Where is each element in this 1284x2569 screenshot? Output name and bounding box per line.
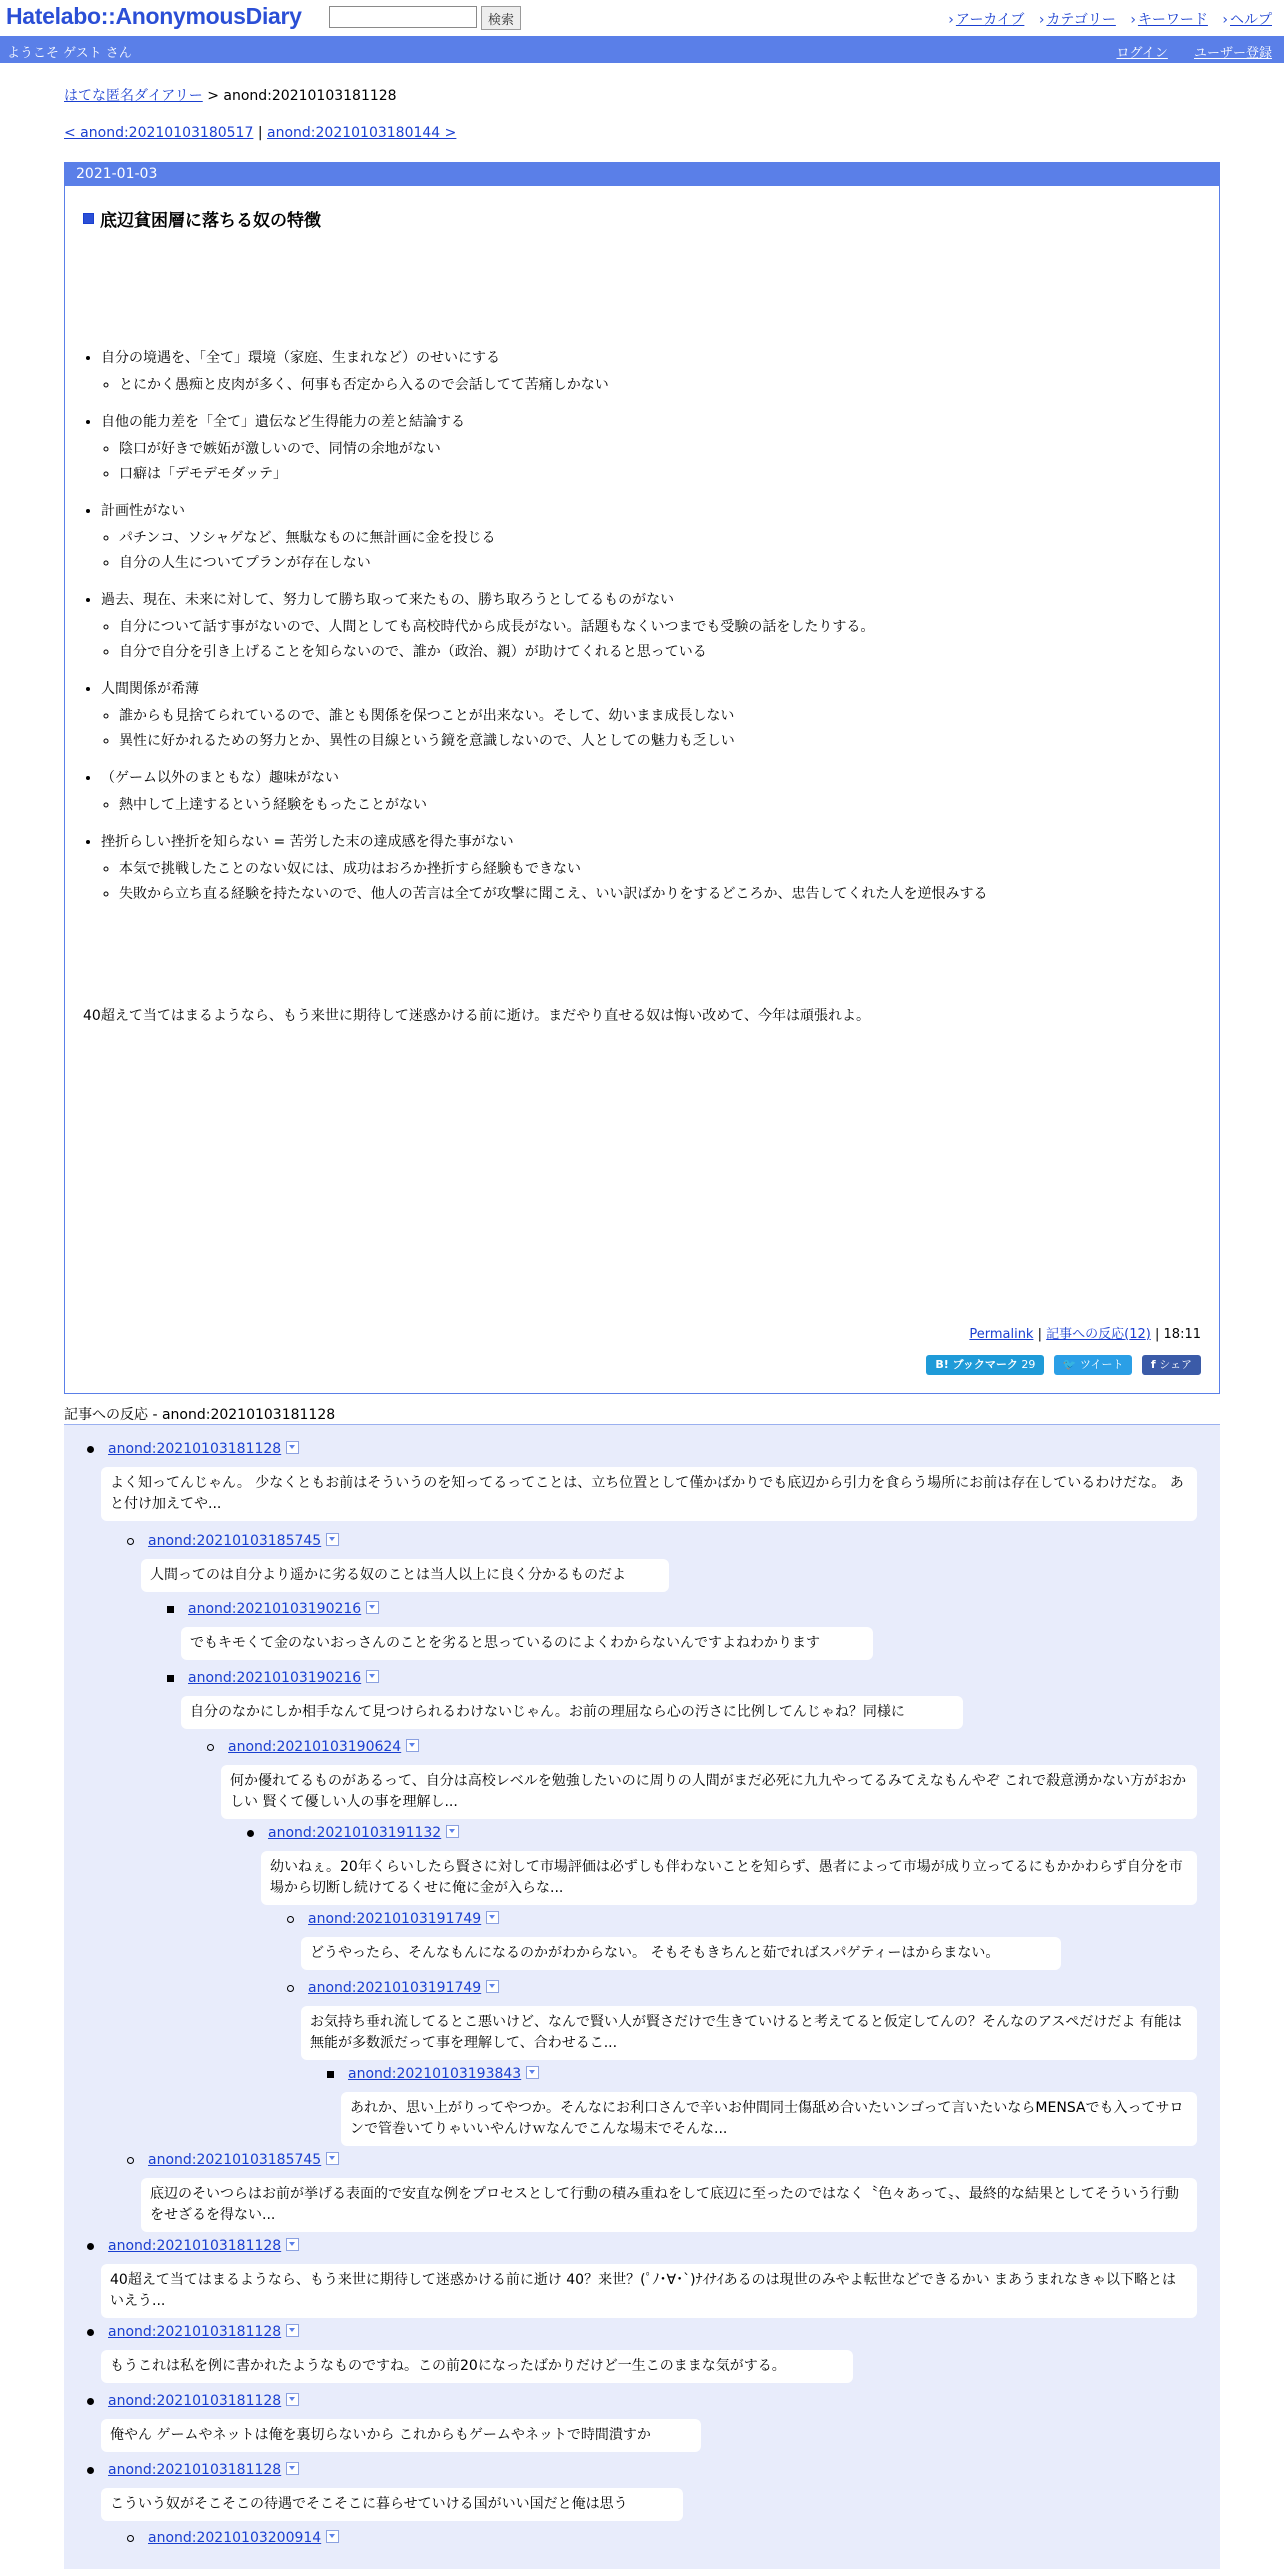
reactions-heading: 記事への反応 - anond:20210103181128 [64, 1407, 336, 1423]
user-links [1094, 42, 1272, 61]
hatena-bookmark-button[interactable] [926, 1355, 1044, 1375]
reaction-excerpt: もうこれは私を例に書かれたようなものですね。この前20になったばかりだけど一生このままな気がする。 [101, 2350, 853, 2383]
reaction-menu-dropdown-icon[interactable] [486, 1911, 499, 1924]
reaction-item [188, 1670, 379, 1686]
reaction-excerpt: よく知ってんじゃん。 少なくともお前はそういうのを知ってるってことは、立ち位置として僅かばかりでも底辺から引力を食らう場所にお前は存在しているわけだな。 あと付け加えてや... [101, 1467, 1197, 1521]
reaction-link[interactable]: anond:20210103181128 [108, 2462, 282, 2478]
register-link[interactable]: ユーザー登録 [1193, 46, 1272, 61]
sub-list-item: ◦ 自分で自分を引き上げることを知らないので、誰か（政治、親）が助けてくれると思っている [119, 640, 1221, 665]
entry-date: 2021-01-03 [65, 163, 1219, 186]
entry-box [64, 162, 1220, 1394]
reaction-link[interactable]: anond:20210103191749 [308, 1911, 482, 1927]
list-item [101, 767, 1221, 818]
reaction-link[interactable]: anond:20210103191749 [308, 1980, 482, 1996]
reaction-link[interactable]: anond:20210103190216 [188, 1601, 362, 1617]
share-label: シェア [1159, 1358, 1192, 1371]
reaction-excerpt: 人間ってのは自分より遥かに劣る奴のことは当人以上に良く分かるものだよ [141, 1559, 669, 1592]
reaction-excerpt: あれか、思い上がりってやつか。そんなにお利口さんで辛いお仲間同士傷舐め合いたいンゴって言いたいならMENSAでも入ってサロンで管巻いてりゃいいやんけｗなんでこんな場末でそんな... [341, 2092, 1197, 2146]
list-item [101, 589, 1221, 665]
reaction-bullet [87, 2467, 94, 2474]
sub-list-item: ◦ 自分について話す事がないので、人間としても高校時代から成長がない。話題もなくいつまでも受験の話をしたりする。 [119, 615, 1221, 640]
reaction-item [308, 1911, 499, 1927]
reaction-excerpt: どうやったら、そんなもんになるのかがわからない。 そもそもきちんと茹でればスパゲティーはからまない。 [301, 1937, 1061, 1970]
reaction-menu-dropdown-icon[interactable] [286, 2393, 299, 2406]
top-bar [0, 0, 1284, 36]
list-item [101, 831, 1221, 907]
reaction-menu-dropdown-icon[interactable] [366, 1601, 379, 1614]
welcome-text: ようこそ ゲスト さん [7, 46, 132, 61]
sub-list-item: ◦ パチンコ、ソシャゲなど、無駄なものに無計画に金を投じる [119, 526, 1221, 551]
reaction-excerpt: 底辺のそいつらはお前が挙げる表面的で安直な例をプロセスとして行動の積み重ねをして底辺に至ったのではなく〝色々あって〟、最終的な結果としてそういう行動をせざるを得ない... [141, 2178, 1197, 2232]
reaction-bullet [87, 1446, 94, 1453]
sub-list-item: ◦ 誰からも見捨てられているので、誰とも関係を保つことが出来ない。そして、幼いまま成長しない [119, 704, 1221, 729]
reaction-item [108, 2393, 299, 2409]
reaction-item [228, 1739, 419, 1755]
nav-archive-link[interactable]: › アーカイブ [948, 12, 1024, 28]
list-item-text: 挫折らしい挫折を知らない = 苦労した末の達成感を得た事がない [101, 834, 514, 850]
facebook-icon: f [1150, 1358, 1156, 1371]
list-item-text: （ゲーム以外のまともな）趣味がない [101, 770, 339, 786]
list-item-text: 計画性がない [101, 503, 185, 519]
reaction-item [108, 1441, 299, 1457]
search-button[interactable]: 検索 [481, 6, 521, 30]
twitter-bird-icon: 🐦 [1062, 1358, 1077, 1371]
reaction-menu-dropdown-icon[interactable] [406, 1739, 419, 1752]
nav-keyword-link[interactable]: › キーワード [1130, 12, 1208, 28]
reaction-link[interactable]: anond:20210103181128 [108, 2324, 282, 2340]
reaction-menu-dropdown-icon[interactable] [326, 2530, 339, 2543]
reaction-item [268, 1825, 459, 1841]
reaction-bullet [247, 1830, 254, 1837]
reaction-item [148, 2152, 339, 2168]
reaction-link[interactable]: anond:20210103193843 [348, 2066, 522, 2082]
site-logo[interactable]: Hatelabo::AnonymousDiary [6, 3, 302, 29]
reaction-item [148, 1533, 339, 1549]
list-item [101, 347, 1221, 398]
reaction-link[interactable]: anond:20210103200914 [148, 2530, 322, 2546]
reaction-excerpt: 40超えて当てはまるようなら、もう来世に期待して迷惑かける前に逝け 40？来世？(ﾟﾉ･∀･`)ﾅｲﾅｲあるのは現世のみやよ転世などできるかい まあうまれなきゃ以下略とはいえう... [101, 2264, 1197, 2318]
search-input[interactable] [329, 6, 477, 28]
entry-closing-text: 40超えて当てはまるようなら、もう来世に期待して迷惑かける前に逝け。まだやり直せる奴は悔い改めて、今年は頑張れよ。 [83, 1008, 870, 1024]
pager-separator: | [257, 125, 263, 141]
reaction-item [148, 2530, 339, 2546]
list-item [101, 411, 1221, 487]
reaction-bullet [287, 1916, 294, 1923]
reaction-link[interactable]: anond:20210103191132 [268, 1825, 442, 1841]
login-link[interactable]: ログイン [1116, 46, 1168, 61]
sub-list-item: ◦ 熱中して上達するという経験をもったことがない [119, 793, 1221, 818]
next-entry-link[interactable]: anond:20210103180144 > [267, 125, 457, 141]
footer-separator: | [1155, 1327, 1160, 1342]
reaction-excerpt: でもキモくて金のないおっさんのことを劣ると思っているのによくわからないんですよねわかります [181, 1627, 873, 1660]
tweet-button[interactable] [1054, 1355, 1133, 1375]
entry-permalink-square-icon[interactable] [83, 213, 94, 224]
permalink-link[interactable]: Permalink [969, 1327, 1034, 1342]
breadcrumb [64, 85, 397, 105]
reaction-menu-dropdown-icon[interactable] [326, 2152, 339, 2165]
list-item-text: 自他の能力差を「全て」遺伝など生得能力の差と結論する [101, 414, 465, 430]
reaction-bullet [127, 2535, 134, 2542]
sub-list-item: ◦ 異性に好かれるための努力とか、異性の目線という鏡を意識しないので、人としての魅力も乏しい [119, 729, 1221, 754]
reaction-excerpt: こういう奴がそこそこの待遇でそこそこに暮らせていける国がいい国だと俺は思う [101, 2488, 683, 2521]
reaction-item [188, 1601, 379, 1617]
facebook-share-button[interactable] [1142, 1355, 1201, 1375]
breadcrumb-separator: > [207, 88, 219, 104]
reaction-bullet [207, 1744, 214, 1751]
reactions-count: 12 [1129, 1327, 1146, 1342]
entry-pager [64, 125, 456, 141]
reaction-excerpt: お気持ち垂れ流してるとこ悪いけど、なんで賢い人が賢さだけで生きていけると考えてると仮定してんの？そんなのアスペだけだよ 有能は無能が多数派だって事を理解して、合わせるこ... [301, 2006, 1197, 2060]
sub-list-item: ◦ 本気で挑戦したことのない奴には、成功はおろか挫折すら経験もできない [119, 857, 1221, 882]
list-item [101, 678, 1221, 754]
footer-separator: | [1037, 1327, 1042, 1342]
reaction-item [308, 1980, 499, 1996]
entry-title-text: 底辺貧困層に落ちる奴の特徴 [100, 211, 321, 231]
reaction-bullet [327, 2071, 334, 2078]
reaction-menu-dropdown-icon[interactable] [366, 1670, 379, 1683]
welcome-bar [0, 36, 1284, 63]
nav-help-link[interactable]: › ヘルプ [1222, 12, 1272, 28]
share-buttons [921, 1355, 1201, 1375]
sub-list-item: ◦ とにかく愚痴と皮肉が多く、何事も否定から入るので会話してて苦痛しかない [119, 373, 1221, 398]
reaction-link[interactable]: anond:20210103190216 [188, 1670, 362, 1686]
reactions-tree [64, 1424, 1220, 2569]
reaction-menu-dropdown-icon[interactable] [326, 1533, 339, 1546]
breadcrumb-current: anond:20210103181128 [223, 88, 397, 104]
list-item-text: 自分の境遇を、「全て」環境（家庭、生まれなど）のせいにする [101, 350, 500, 366]
list-item [101, 500, 1221, 576]
reaction-link[interactable]: anond:20210103185745 [148, 1533, 322, 1549]
reaction-link[interactable]: anond:20210103181128 [108, 2238, 282, 2254]
reaction-excerpt: 自分のなかにしか相手なんて見つけられるわけないじゃん。お前の理屈なら心の汚さに比例してんじゃね？同様に [181, 1696, 963, 1729]
reaction-bullet [167, 1606, 174, 1613]
reaction-item [348, 2066, 539, 2082]
reaction-bullet [167, 1675, 174, 1682]
reaction-link[interactable]: anond:20210103185745 [148, 2152, 322, 2168]
reaction-bullet [127, 1538, 134, 1545]
reaction-bullet [127, 2157, 134, 2164]
reaction-menu-dropdown-icon[interactable] [526, 2066, 539, 2079]
reaction-menu-dropdown-icon[interactable] [486, 1980, 499, 1993]
reaction-bullet [87, 2329, 94, 2336]
sub-list-item: ◦ 自分の人生についてプランが存在しない [119, 551, 1221, 576]
entry-time: 18:11 [1163, 1327, 1201, 1342]
reaction-bullet [87, 2243, 94, 2250]
reaction-menu-dropdown-icon[interactable] [446, 1825, 459, 1838]
list-item-text: 過去、現在、未来に対して、努力して勝ち取って来たもの、勝ち取ろうとしてるものがない [101, 592, 675, 608]
reaction-item [108, 2324, 299, 2340]
sub-list-item: ◦ 失敗から立ち直る経験を持たないので、他人の苦言は全てが攻撃に聞こえ、いい訳ばかりをするどころか、忠告してくれた人を逆恨みする [119, 882, 1221, 907]
bookmark-count: 29 [1021, 1358, 1036, 1371]
nav-category-link[interactable]: › カテゴリー [1039, 12, 1116, 28]
reaction-excerpt: 幼いねぇ。20年くらいしたら賢さに対して市場評価は必ずしも伴わないことを知らず、愚者によって市場が成り立ってるにもかかわらず自分を市場から切断し続けてるくせに俺に金が入らな... [261, 1851, 1197, 1905]
reactions-link-label: 記事への反応 [1046, 1327, 1125, 1342]
prev-entry-link[interactable]: < anond:20210103180517 [64, 125, 254, 141]
list-item-text: 人間関係が希薄 [101, 681, 199, 697]
reaction-link[interactable]: anond:20210103181128 [108, 1441, 282, 1457]
bookmark-label: B! ブックマーク [935, 1358, 1018, 1371]
reaction-menu-dropdown-icon[interactable] [286, 1441, 299, 1454]
reaction-menu-dropdown-icon[interactable] [286, 2462, 299, 2475]
sub-list-item: ◦ 陰口が好きで嫉妬が激しいので、同情の余地がない [119, 437, 1221, 462]
reaction-item [108, 2238, 299, 2254]
sub-list-item: ◦ 口癖は「デモデモダッテ」 [119, 462, 1221, 487]
entry-body-list [83, 347, 1221, 920]
tweet-label: ツイート [1080, 1358, 1124, 1371]
entry-title [83, 206, 321, 231]
reaction-menu-dropdown-icon[interactable] [286, 2238, 299, 2251]
reaction-bullet [87, 2398, 94, 2405]
reaction-bullet [287, 1985, 294, 1992]
header-nav [938, 9, 1272, 29]
reactions-link[interactable]: 記事への反応(12) [1046, 1327, 1151, 1342]
reaction-link[interactable]: anond:20210103181128 [108, 2393, 282, 2409]
breadcrumb-home-link[interactable]: はてな匿名ダイアリー [64, 88, 203, 104]
reaction-menu-dropdown-icon[interactable] [286, 2324, 299, 2337]
reaction-excerpt: 何か優れてるものがあるって、自分は高校レベルを勉強したいのに周りの人間がまだ必死に九九やってるみてえなもんやぞ これで殺意湧かない方がおかしい 賢くて優しい人の事を理解し... [221, 1765, 1197, 1819]
entry-footer [969, 1323, 1201, 1342]
reaction-link[interactable]: anond:20210103190624 [228, 1739, 402, 1755]
reaction-excerpt: 俺やん ゲームやネットは俺を裏切らないから これからもゲームやネットで時間潰すか [101, 2419, 701, 2452]
reaction-item [108, 2462, 299, 2478]
